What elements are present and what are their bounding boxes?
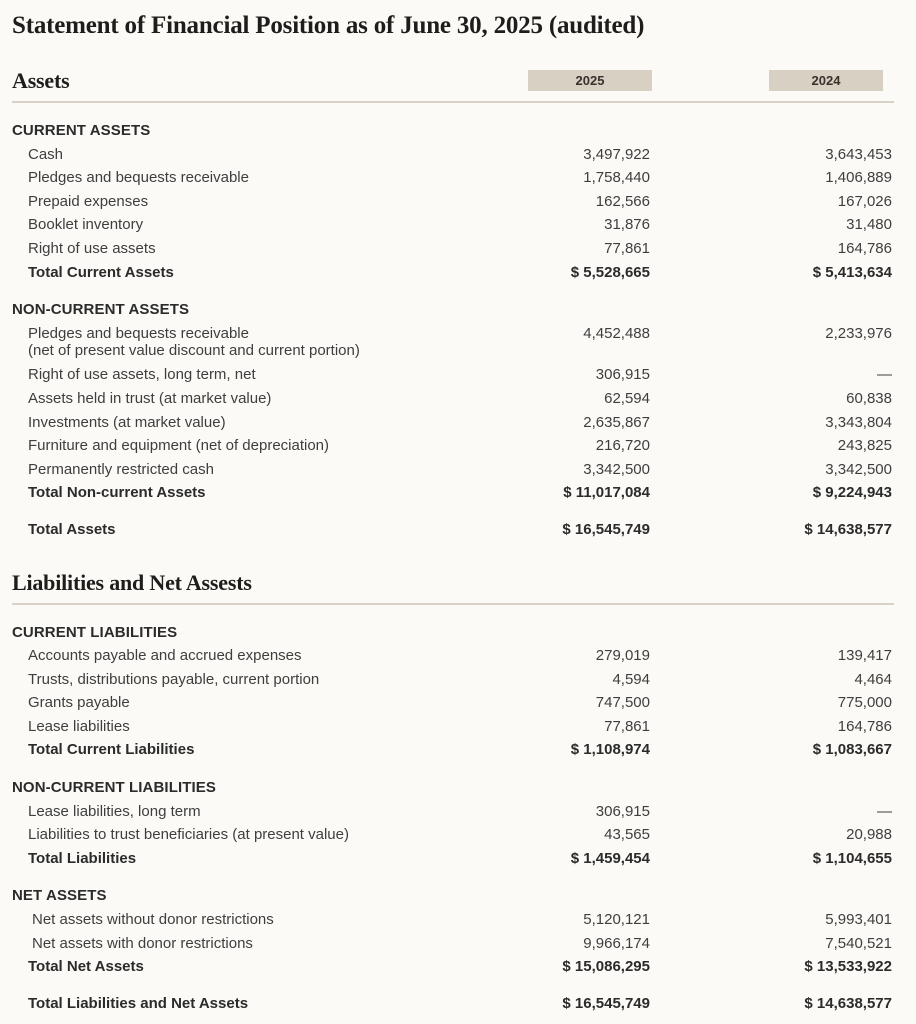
line-item-row [12, 800, 894, 824]
row-label-text: Trusts, distributions payable, current portion [28, 670, 320, 688]
total-group [12, 992, 894, 1016]
column-header-2025: 2025 [528, 70, 652, 91]
row-label [12, 322, 480, 364]
line-item-group [12, 119, 894, 284]
row-label [12, 955, 480, 979]
value-2025: $ 5,528,665 [570, 263, 650, 281]
row-label [12, 237, 480, 261]
value-2025: $ 16,545,749 [562, 520, 650, 538]
value-2024: 2,233,976 [825, 324, 892, 342]
row-label [12, 800, 480, 824]
value-2024: — [877, 366, 892, 384]
group-header: NON-CURRENT LIABILITIES [12, 779, 216, 797]
value-2024: 164,786 [837, 239, 892, 257]
total-row [12, 518, 894, 542]
row-label [12, 143, 480, 167]
value-2024: 167,026 [837, 192, 892, 210]
value-2024: $ 5,413,634 [812, 263, 892, 281]
value-2024: 3,342,500 [825, 460, 892, 478]
row-label-text: Right of use assets, long term, net [28, 366, 256, 384]
row-label-text: Prepaid expenses [28, 192, 149, 210]
total-group [12, 518, 894, 542]
line-item-row [12, 363, 894, 387]
value-2025: 9,966,174 [583, 934, 650, 952]
row-label-text: Total Assets [28, 520, 116, 538]
line-item-row [12, 823, 894, 847]
total-row [12, 261, 894, 285]
row-label [12, 166, 480, 190]
row-label [12, 691, 480, 715]
row-label-text: Total Liabilities [28, 849, 137, 867]
total-row [12, 992, 894, 1016]
row-label [12, 908, 480, 932]
row-label-text: Accounts payable and accrued expenses [28, 647, 302, 665]
assets-statement [12, 64, 894, 542]
group-header: CURRENT ASSETS [12, 122, 151, 139]
row-label [12, 481, 480, 505]
value-2024: 775,000 [837, 694, 892, 712]
line-item-row [12, 166, 894, 190]
line-item-row [12, 668, 894, 692]
row-label-text: Right of use assets [28, 239, 156, 257]
value-2025: 43,565 [604, 826, 650, 844]
value-2025: $ 1,459,454 [570, 849, 650, 867]
value-2024: 3,343,804 [825, 413, 892, 431]
line-item-row [12, 434, 894, 458]
value-2025: 77,861 [604, 239, 650, 257]
total-row [12, 847, 894, 871]
group-header: CURRENT LIABILITIES [12, 623, 178, 641]
liabilities-groups [12, 605, 894, 1016]
row-label-text: Liabilities to trust beneficiaries (at present value) [28, 826, 349, 844]
assets-groups [12, 103, 894, 542]
total-row [12, 738, 894, 762]
line-item-row [12, 322, 894, 364]
value-2024: $ 14,638,577 [804, 994, 892, 1012]
liabilities-heading-row [12, 566, 894, 596]
value-2025: 62,594 [604, 389, 650, 407]
row-label-text: Investments (at market value) [28, 413, 226, 431]
value-2024: 31,480 [846, 216, 892, 234]
line-item-row [12, 190, 894, 214]
row-label-text: Total Current Assets [28, 263, 174, 281]
line-item-row [12, 387, 894, 411]
page-title: Statement of Financial Position as of June 30, 2025 (audited) [12, 12, 645, 39]
row-label [12, 458, 480, 482]
total-row [12, 955, 894, 979]
row-label [12, 434, 480, 458]
value-2024: 3,643,453 [825, 145, 892, 163]
row-label [12, 363, 480, 387]
value-2025: 1,758,440 [583, 169, 650, 187]
value-2025: 2,635,867 [583, 413, 650, 431]
value-2025: 306,915 [595, 802, 650, 820]
group-header: NET ASSETS [12, 887, 107, 905]
value-2025: 747,500 [595, 694, 650, 712]
value-2025: $ 1,108,974 [570, 741, 650, 759]
row-label [12, 847, 480, 871]
row-label [12, 644, 480, 668]
line-item-group [12, 776, 894, 870]
value-2024: 139,417 [837, 647, 892, 665]
value-2024: 164,786 [837, 717, 892, 735]
row-label-text: Total Non-current Assets [28, 484, 206, 502]
line-item-row [12, 908, 894, 932]
row-label-text: Lease liabilities, long term [28, 802, 201, 820]
value-2024: 20,988 [846, 826, 892, 844]
value-2024: $ 9,224,943 [812, 484, 892, 502]
value-2025: $ 16,545,749 [562, 994, 650, 1012]
value-2025: $ 11,017,084 [563, 484, 650, 502]
liabilities-statement [12, 566, 894, 1016]
value-2025: 279,019 [595, 647, 650, 665]
line-item-row [12, 213, 894, 237]
value-2025: $ 15,086,295 [562, 958, 650, 976]
assets-heading: Assets [12, 68, 70, 93]
line-item-row [12, 411, 894, 435]
row-label-text: Total Current Liabilities [28, 741, 195, 759]
value-2025: 31,876 [604, 216, 650, 234]
value-2024: 5,993,401 [825, 911, 892, 929]
row-label-text: Lease liabilities [28, 717, 130, 735]
row-label [12, 932, 480, 956]
line-item-group [12, 298, 894, 505]
row-label-text: Net assets with donor restrictions [32, 934, 253, 952]
row-label-text: Total Net Assets [28, 958, 144, 976]
assets-heading-row [12, 64, 894, 94]
value-2025: 162,566 [595, 192, 650, 210]
line-item-row [12, 143, 894, 167]
row-label-text: Furniture and equipment (net of depreciation) [28, 437, 330, 455]
column-header-2024: 2024 [769, 70, 883, 91]
row-label [12, 411, 480, 435]
line-item-row [12, 644, 894, 668]
row-label-text: Booklet inventory [28, 216, 144, 234]
value-2024: $ 1,083,667 [812, 741, 892, 759]
row-label [12, 213, 480, 237]
row-label [12, 992, 480, 1016]
value-2025: 77,861 [604, 717, 650, 735]
value-2024: 243,825 [837, 437, 892, 455]
value-2025: 4,452,488 [583, 324, 650, 342]
liabilities-heading: Liabilities and Net Assests [12, 569, 252, 595]
value-2024: $ 13,533,922 [804, 958, 892, 976]
value-2024: 4,464 [854, 670, 892, 688]
value-2025: 3,342,500 [583, 460, 650, 478]
row-label [12, 190, 480, 214]
line-item-row [12, 932, 894, 956]
row-label-text: Net assets without donor restrictions [32, 911, 274, 929]
row-label [12, 261, 480, 285]
row-label [12, 823, 480, 847]
row-label-text: Pledges and bequests receivable [28, 324, 249, 342]
line-item-row [12, 691, 894, 715]
row-label-text: Permanently restricted cash [28, 460, 214, 478]
line-item-group [12, 621, 894, 763]
row-label-text: Assets held in trust (at market value) [28, 389, 272, 407]
row-label-text: Pledges and bequests receivable [28, 169, 249, 187]
row-label [12, 518, 480, 542]
value-2025: 216,720 [595, 437, 650, 455]
value-2024: $ 1,104,655 [812, 849, 892, 867]
line-item-row [12, 458, 894, 482]
row-label-text: Cash [28, 145, 64, 163]
line-item-row [12, 715, 894, 739]
value-2024: $ 14,638,577 [804, 520, 892, 538]
row-label [12, 668, 480, 692]
row-label-text: Total Liabilities and Net Assets [28, 994, 249, 1012]
value-2024: 60,838 [846, 389, 892, 407]
row-label [12, 738, 480, 762]
line-item-group [12, 884, 894, 978]
row-sublabel-text: (net of present value discount and current portion) [28, 342, 360, 360]
value-2024: — [877, 802, 892, 820]
value-2025: 306,915 [595, 366, 650, 384]
value-2025: 5,120,121 [583, 911, 650, 929]
value-2025: 4,594 [612, 670, 650, 688]
value-2025: 3,497,922 [583, 145, 650, 163]
value-2024: 7,540,521 [825, 934, 892, 952]
group-header: NON-CURRENT ASSETS [12, 301, 190, 319]
total-row [12, 481, 894, 505]
row-label-text: Grants payable [28, 694, 130, 712]
row-label [12, 387, 480, 411]
row-label [12, 715, 480, 739]
line-item-row [12, 237, 894, 261]
value-2024: 1,406,889 [825, 169, 892, 187]
